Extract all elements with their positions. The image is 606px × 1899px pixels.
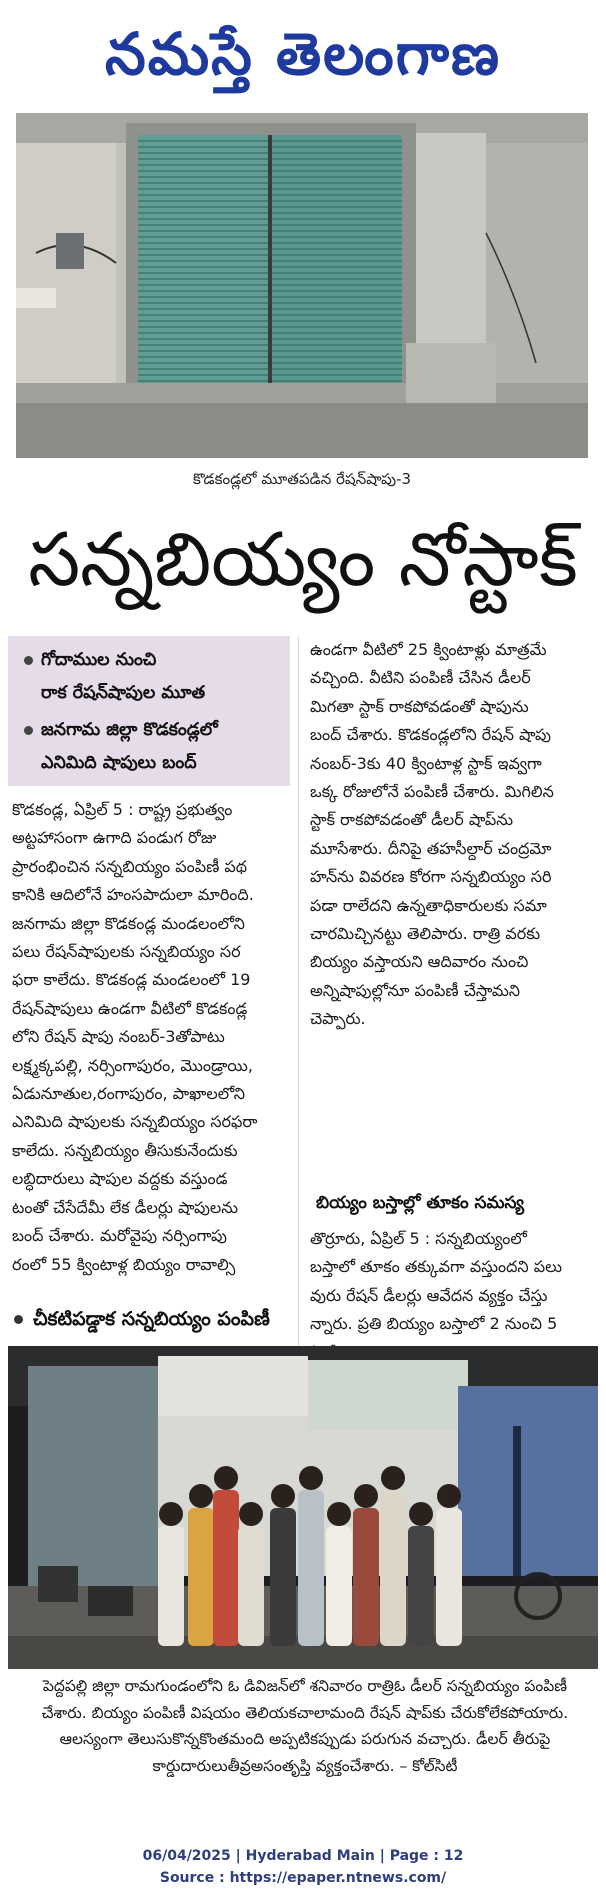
text-line: కాలేదు. సన్నబియ్యం తీసుకునేందుకు [12, 1140, 238, 1160]
text-line: కానికి ఆదిలోనే హంసపాదులా మారింది. [12, 885, 254, 905]
text-line: కొంతమంది అప్పటికప్పుడు పరుగున వచ్చారు. డీలర్ తీరుపై కార్డుదారులు [152, 1730, 551, 1775]
text-line: పలు రేషన్‌షాపులకు సన్నబియ్యం సర [12, 942, 241, 962]
text-line: ఏడునూతుల,రంగాపురం, పాఖాలలోని [12, 1084, 246, 1104]
text-line: మూసేశారు. దీనిపై తహసీల్దార్ చంద్రమో [310, 838, 552, 858]
closed-shop-illustration [16, 113, 588, 458]
article-right-column [310, 636, 594, 1034]
text-line: ఫరా కాలేదు. కొడకండ్ల మండలంలో 19 [12, 970, 251, 990]
bullet-dot-icon [14, 1315, 23, 1324]
bullet-item: జనగామ జిల్లా కొడకండ్లలో ఎనిమిది షాపులు బంద్ [24, 714, 218, 780]
text-line: అన్నిషాపుల్లోనూ పంపిణీ చేస్తామని [310, 980, 521, 1000]
source-footer [0, 1845, 606, 1889]
green-shutter-right [272, 135, 402, 385]
bullet-dot-icon [24, 726, 33, 735]
text-line: పడా రాలేదని ఉన్నతాధికారులకు సమా [310, 895, 547, 915]
source-link[interactable]: Source : https://epaper.ntnews.com/ [159, 1870, 447, 1886]
text-line: రంలో 55 క్వింటాళ్ల బియ్యం రావాల్సి [12, 1254, 236, 1274]
green-shutter-left [138, 135, 268, 385]
text-line: బస్తాలో తూకం తక్కువగా వస్తుందని పలు [310, 1257, 562, 1277]
text-line: హన్‌ను వివరణ కోరగా సన్నబియ్యం సరి [310, 867, 552, 887]
edition-info: 06/04/2025 | Hyderabad Main | Page : 12 [142, 1848, 464, 1864]
text-line: ఎనిమిది షాపులకు సన్నబియ్యం సరఫరా [12, 1112, 258, 1132]
text-line: బంద్ చేశారు. మరోవైపు నర్సింగాపు [12, 1226, 228, 1246]
text-line: ఉండగా వీటిలో 25 క్వింటాళ్లు మాత్రమే [310, 640, 547, 659]
headline [0, 500, 606, 620]
text-line: బంద్ చేశారు. కొడకండ్లలోని రేషన్ షాపు [310, 725, 551, 745]
text-line: వచ్చింది. వీటిని పంపిణీ చేసిన డీలర్ [310, 668, 531, 688]
text-line: లక్ష్మక్కపల్లి, నర్సింగాపురం, మొండ్రాయి, [12, 1055, 253, 1075]
text-line: అట్టహాసంగా ఉగాది పండుగ రోజు [12, 828, 217, 848]
text-line: టంతో చేసేదేమీ లేక డీలర్లు షాపులను [12, 1197, 239, 1217]
photo-caption: కొడకండ్లలో మూతపడిన రేషన్‌షాపు-3 [192, 470, 412, 488]
text-line: తీవ్రఅసంతృప్తి వ్యక్తంచేశారు. – కోల్‌సిటీ [227, 1756, 458, 1775]
text-line: నంబర్-3కు 40 క్వింటాళ్ల స్టాక్ ఇవ్వగా [310, 753, 542, 773]
text-line: ఒక్క రోజులోనే పంపిణీ చేశారు. మిగిలిన [310, 782, 554, 802]
text-line: లోని రేషన్ షాపు నంబర్-3తోపాటు [12, 1027, 225, 1047]
bullet-dot-icon [24, 656, 33, 665]
text-line: చెప్పారు. [310, 1009, 366, 1029]
section-heading: చీకటిపడ్డాక సన్నబియ్యం పంపిణీ [8, 1303, 598, 1335]
text-line: జనగామ జిల్లా కొడకండ్ల మండలంలోని [12, 913, 245, 933]
night-queue-illustration [8, 1346, 598, 1669]
text-line: తొర్రూరు, ఏప్రిల్ 5 : సన్నబియ్యంలో [310, 1229, 527, 1248]
night-photo-caption [20, 1673, 590, 1779]
text-line: రేషన్‌షాపులు ఉండగా వీటిలో కొడకండ్ల [12, 998, 248, 1018]
text-line: బియ్యం వస్తాయని ఆదివారం నుంచి [310, 952, 529, 972]
masthead [0, 8, 606, 100]
closed-shop-photo [16, 113, 588, 458]
article-left-column [12, 796, 290, 1279]
text-line: వురు రేషన్ డీలర్లు ఆవేదన వ్యక్తం చేస్తు [310, 1285, 548, 1305]
headline-text: సన్నబియ్యం నోస్టాక్ [28, 517, 578, 603]
text-line: పెద్దపల్లి జిల్లా రామగుండంలోని ఓ డివిజన్‌లో శనివారం రాత్రి [42, 1677, 394, 1695]
text-line: మిగతా స్టాక్ రాకపోవడంతో షాపును [310, 696, 529, 716]
text-line: కొడకండ్ల, ఏప్రిల్ 5 : రాష్ట్ర ప్రభుత్వం [12, 800, 233, 819]
bullet-item: గోదాముల నుంచి రాక రేషన్‌షాపుల మూత [24, 644, 205, 710]
night-distribution-photo [8, 1346, 598, 1669]
text-line: ఓ డీలర్ సన్నబియ్యం పంపిణీ చేశారు. బియ్యం పంపిణీ విషయం తెలియక [41, 1677, 568, 1722]
text-line: చారమిచ్చినట్టు తెలిపారు. రాత్రి వరకు [310, 924, 541, 944]
text-line: ప్రారంభించిన సన్నబియ్యం పంపిణీ పథ [12, 856, 248, 876]
text-line: చాలామంది రేషన్ షాప్‌కు చేరుకోలేకపోయారు. ఆలస్యంగా తెలుసుకొన్న [59, 1703, 569, 1748]
text-line: లబ్ధిదారులు షాపుల వద్దకు వస్తుండ [12, 1169, 228, 1189]
summary-box [8, 636, 290, 786]
text-line: న్నారు. ప్రతి బియ్యం బస్తాలో 2 నుంచి 5 [310, 1314, 558, 1334]
masthead-title: నమస్తే తెలంగాణ [105, 20, 501, 88]
text-line: స్టాక్ రాకపోవడంతో డీలర్ షాప్‌ను [310, 810, 513, 830]
subheading: బియ్యం బస్తాల్లో తూకం సమస్య [316, 1193, 524, 1213]
